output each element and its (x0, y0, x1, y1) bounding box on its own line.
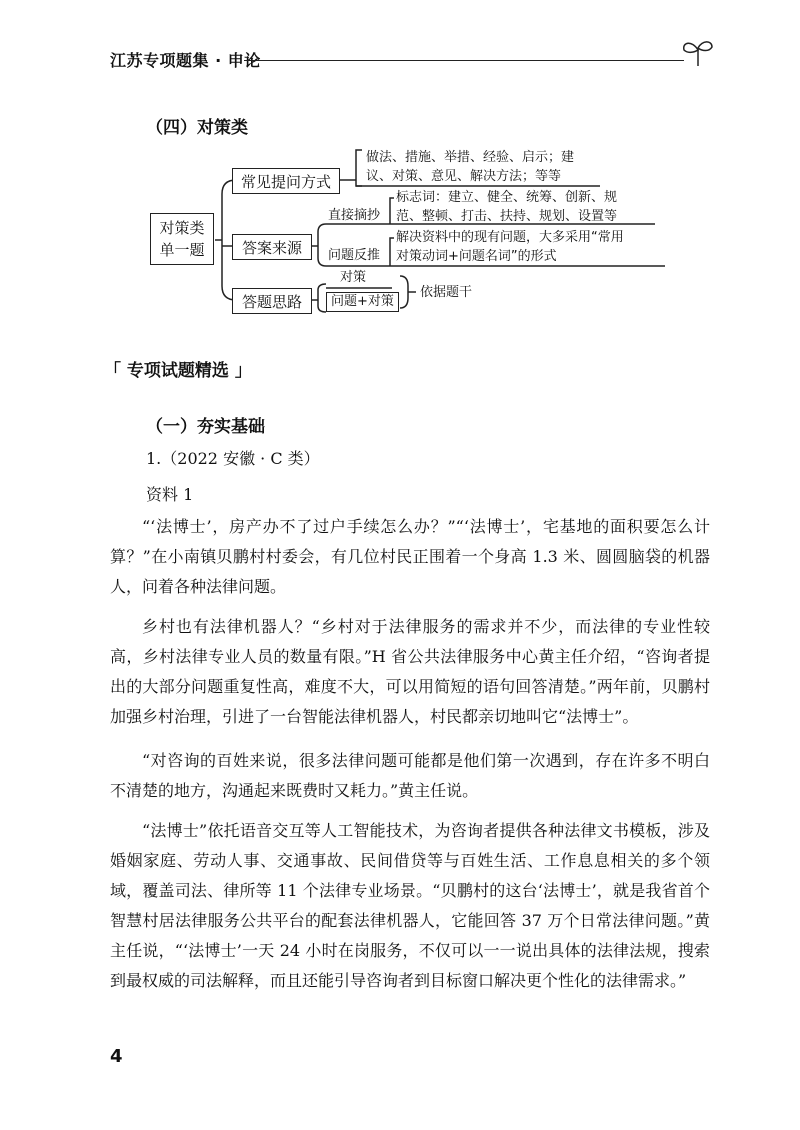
section-title-strategy: （四）对策类 (146, 118, 248, 138)
paragraph-3: “对咨询的百姓来说，很多法律问题可能都是他们第一次遇到，存在许多不明白不清楚的地方，沟通起来既费时又耗力。”黄主任说。 (110, 751, 710, 800)
sub-reverse-deduce: 问题反推 (328, 248, 381, 263)
paragraph-4: “法博士”依托语音交互等人工智能技术，为咨询者提供各种法律文书模板，涉及婚姻家庭、劳动人事、交通事故、民间借贷等与百姓生活、工作息息相关的多个领域，覆盖司法、律所等 11 个法律专业场景。“贝鹏村的这台‘法博士’，就是我省首个智慧村居法律服务公共平台的配套法律机器人，它能回答 37 万个日常法律问题。”黄主任说，“‘法博士’一天 24 小时在岗服务，不仅可以一一说出具体的法律法规，搜索到最权威的司法解释，而且还能引导咨询者到目标窗口解决更个性化的法律需求。” (110, 821, 710, 990)
page-number: 4 (110, 1046, 123, 1067)
question-number: 1.（2022 安徽 · C 类） (146, 449, 320, 468)
reverse-deduce-text (396, 228, 671, 266)
selected-title: 专项试题精选 (126, 361, 229, 381)
approach-note: 依据题干 (420, 285, 473, 300)
approach-option-1: 对策 (340, 270, 367, 285)
direct-copy-text (396, 188, 666, 226)
branch-answer-source: 答案来源 (232, 234, 312, 260)
paragraph-2: 乡村也有法律机器人？“乡村对于法律服务的需求并不少，而法律的专业性较高，乡村法律专业人员的数量有限。”H 省公共法律服务中心黄主任介绍，“咨询者提出的大部分问题重复性高，难度不大，可以用简短的语句回答清楚。”两年前，贝鹏村加强乡村治理，引进了一台智能法律机器人，村民都亲切地叫它“法博士”。 (110, 617, 710, 726)
root-line-1: 对策类 (159, 219, 205, 237)
branch-question-style: 常见提问方式 (232, 168, 340, 194)
bracket-open: 「 (104, 361, 127, 381)
root-line-2: 单一题 (159, 241, 205, 259)
selected-heading (104, 356, 252, 381)
direct-copy-line-2: 范、整顿、打击、扶持、规划、设置等 (396, 209, 618, 224)
branch-answer-approach: 答题思路 (232, 288, 312, 314)
reverse-deduce-line-1: 解决资料中的现有问题，大多采用“常用 (396, 230, 624, 245)
bracket-close: 」 (228, 361, 252, 381)
material-label: 资料 1 (146, 485, 194, 504)
running-header-title: 江苏专项题集 · 申论 (110, 51, 261, 70)
mindmap-root (150, 213, 214, 265)
question-style-text (366, 148, 666, 186)
approach-option-2: 问题+对策 (326, 292, 399, 312)
question-style-line-1: 做法、措施、举措、经验、启示；建 (366, 150, 575, 165)
question-style-line-2: 议、对策、意见、解决方法；等等 (366, 169, 562, 184)
subsection-title: （一）夯实基础 (146, 417, 265, 437)
paragraph-1: “‘法博士’，房产办不了过户手续怎么办？”“‘法博士’，宅基地的面积要怎么计算？”在小南镇贝鹏村村委会，有几位村民正围着一个身高 1.3 米、圆圆脑袋的机器人，问着各种法律问题。 (110, 517, 710, 596)
sub-direct-copy: 直接摘抄 (328, 208, 381, 223)
direct-copy-line-1: 标志词：建立、健全、统筹、创新、规 (396, 190, 618, 205)
reverse-deduce-line-2: 对策动词+问题名词”的形式 (396, 249, 557, 264)
